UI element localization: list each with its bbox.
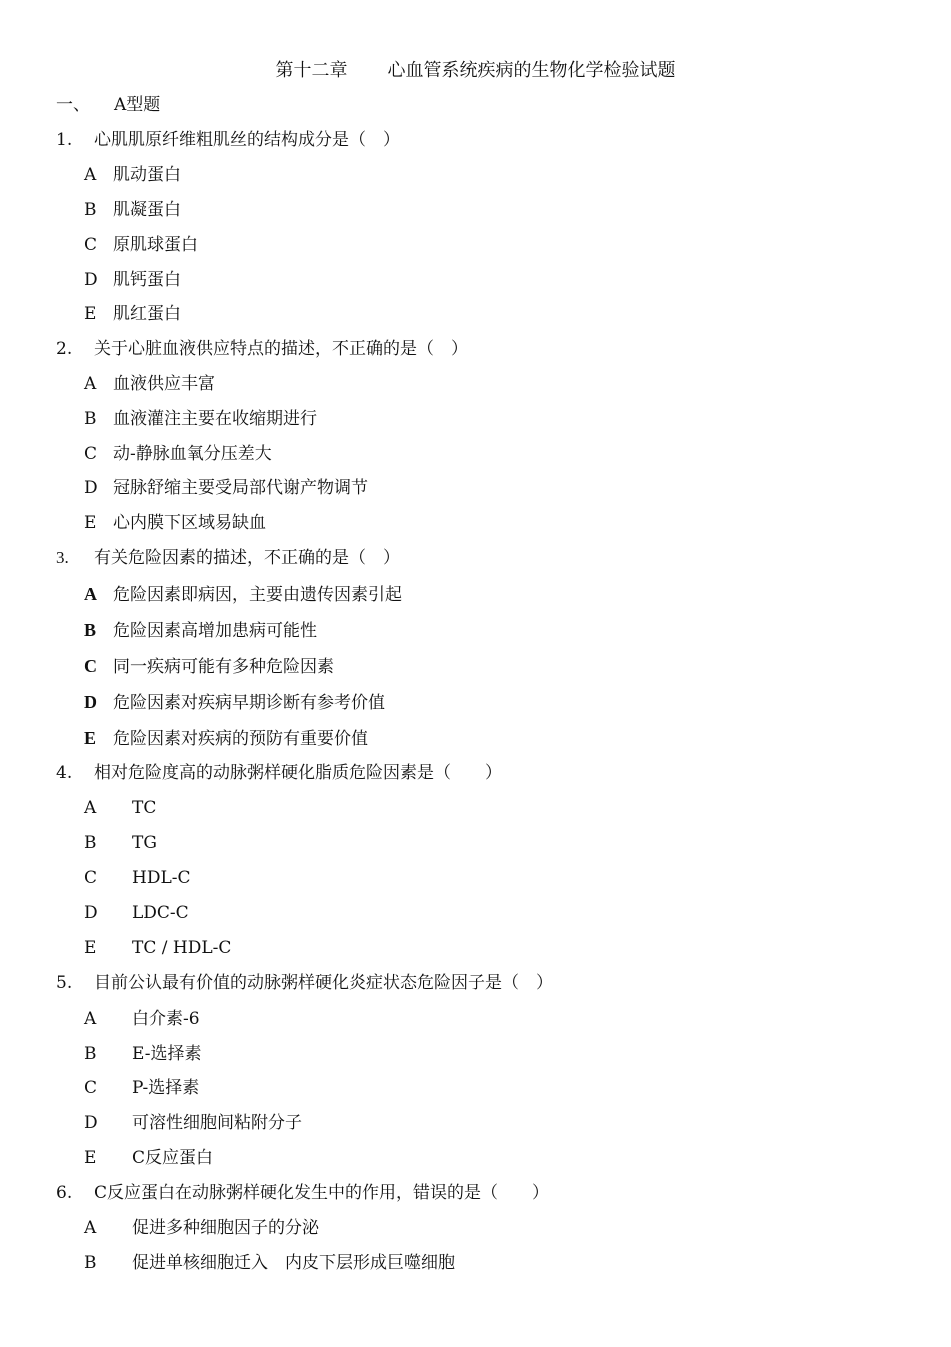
option-2e — [84, 512, 266, 534]
option-letter: B — [84, 1044, 97, 1064]
option-4d — [84, 902, 189, 924]
option-text: 肌钙蛋白 — [113, 270, 181, 290]
option-3c — [84, 655, 334, 678]
question-number: 5. — [56, 973, 73, 993]
question-text: C反应蛋白在动脉粥样硬化发生中的作用，错误的是（ ） — [94, 1183, 550, 1203]
option-text: 肌凝蛋白 — [113, 200, 181, 220]
option-letter: E — [84, 728, 97, 748]
option-letter: B — [84, 1253, 97, 1273]
option-letter: A — [84, 584, 97, 604]
option-letter: C — [84, 868, 98, 888]
option-text: 血液供应丰富 — [113, 374, 215, 394]
option-5a — [84, 1008, 200, 1030]
option-letter: E — [84, 513, 97, 533]
option-text: TG — [132, 833, 157, 853]
chapter-name: 心血管系统疾病的生物化学检验试题 — [387, 60, 676, 81]
option-letter: E — [84, 938, 97, 958]
option-text: 危险因素对疾病的预防有重要价值 — [113, 729, 368, 749]
option-letter: A — [84, 1218, 97, 1238]
option-letter: D — [84, 478, 98, 498]
option-text: 危险因素即病因，主要由遗传因素引起 — [113, 585, 402, 605]
option-6b — [84, 1252, 455, 1274]
question-number: 3. — [56, 548, 69, 567]
option-text: TC / HDL-C — [132, 938, 232, 958]
option-letter: B — [84, 409, 97, 429]
option-letter: D — [84, 692, 97, 712]
option-2c — [84, 443, 272, 465]
option-text: HDL-C — [132, 868, 191, 888]
question-2 — [56, 338, 468, 360]
option-1a — [84, 164, 181, 186]
question-text: 相对危险度高的动脉粥样硬化脂质危险因素是（ ） — [94, 763, 502, 783]
option-5e — [84, 1147, 213, 1169]
option-letter: B — [84, 620, 97, 640]
option-1b — [84, 199, 181, 221]
option-5c — [84, 1077, 199, 1099]
option-letter: C — [84, 235, 98, 255]
chapter-title — [0, 59, 951, 83]
option-letter: A — [84, 1009, 97, 1029]
option-text: 肌动蛋白 — [113, 165, 181, 185]
option-letter: D — [84, 903, 98, 923]
option-text: E-选择素 — [132, 1044, 202, 1064]
option-text: C反应蛋白 — [132, 1148, 214, 1168]
option-6a — [84, 1217, 319, 1239]
option-letter: D — [84, 270, 98, 290]
question-6 — [56, 1182, 549, 1204]
question-number: 6. — [56, 1183, 73, 1203]
question-5 — [56, 972, 553, 994]
question-number: 2. — [56, 339, 73, 359]
option-letter: C — [84, 656, 97, 676]
section-heading — [56, 94, 160, 116]
option-letter: A — [84, 798, 97, 818]
option-text: 动-静脉血氧分压差大 — [113, 444, 272, 464]
option-4e — [84, 937, 231, 959]
option-text: 白介素-6 — [132, 1009, 200, 1029]
option-text: 冠脉舒缩主要受局部代谢产物调节 — [113, 478, 368, 498]
option-4b — [84, 832, 157, 854]
option-4a — [84, 797, 156, 819]
option-text: 促进多种细胞因子的分泌 — [132, 1218, 319, 1238]
option-text: P-选择素 — [132, 1078, 200, 1098]
section-number: 一、 — [56, 95, 90, 115]
option-text: 原肌球蛋白 — [113, 235, 198, 255]
option-letter: D — [84, 1113, 98, 1133]
option-letter: C — [84, 1078, 98, 1098]
question-3 — [56, 547, 400, 569]
option-text: 可溶性细胞间粘附分子 — [132, 1113, 302, 1133]
question-4 — [56, 762, 502, 784]
question-text: 目前公认最有价值的动脉粥样硬化炎症状态危险因子是（ ） — [94, 973, 553, 993]
question-text: 有关危险因素的描述，不正确的是（ ） — [94, 548, 400, 568]
option-5d — [84, 1112, 302, 1134]
question-text: 心肌肌原纤维粗肌丝的结构成分是（ ） — [94, 130, 400, 150]
question-number: 1. — [56, 130, 73, 150]
question-1 — [56, 129, 400, 151]
option-letter: A — [84, 374, 97, 394]
option-text: 促进单核细胞迁入 内皮下层形成巨噬细胞 — [132, 1253, 455, 1273]
option-text: 危险因素对疾病早期诊断有参考价值 — [113, 693, 385, 713]
option-text: 肌红蛋白 — [113, 304, 181, 324]
option-1e — [84, 303, 181, 325]
option-3d — [84, 691, 385, 714]
option-text: 血液灌注主要在收缩期进行 — [113, 409, 317, 429]
option-1c — [84, 234, 198, 256]
option-letter: E — [84, 1148, 97, 1168]
option-letter: B — [84, 200, 97, 220]
section-label: A型题 — [114, 95, 161, 115]
option-2d — [84, 477, 368, 499]
option-text: LDC-C — [132, 903, 189, 923]
option-letter: C — [84, 444, 98, 464]
question-number: 4. — [56, 763, 73, 783]
option-text: TC — [132, 798, 157, 818]
option-4c — [84, 867, 191, 889]
option-letter: A — [84, 165, 97, 185]
question-text: 关于心脏血液供应特点的描述，不正确的是（ ） — [94, 339, 468, 359]
option-2b — [84, 408, 317, 430]
option-2a — [84, 373, 215, 395]
option-letter: B — [84, 833, 97, 853]
option-3a — [84, 583, 402, 606]
option-text: 同一疾病可能有多种危险因素 — [113, 657, 334, 677]
option-text: 心内膜下区域易缺血 — [113, 513, 266, 533]
option-3e — [84, 727, 368, 750]
chapter-number: 第十二章 — [275, 60, 348, 81]
option-5b — [84, 1043, 201, 1065]
option-letter: E — [84, 304, 97, 324]
option-3b — [84, 619, 317, 642]
option-1d — [84, 269, 181, 291]
option-text: 危险因素高增加患病可能性 — [113, 621, 317, 641]
